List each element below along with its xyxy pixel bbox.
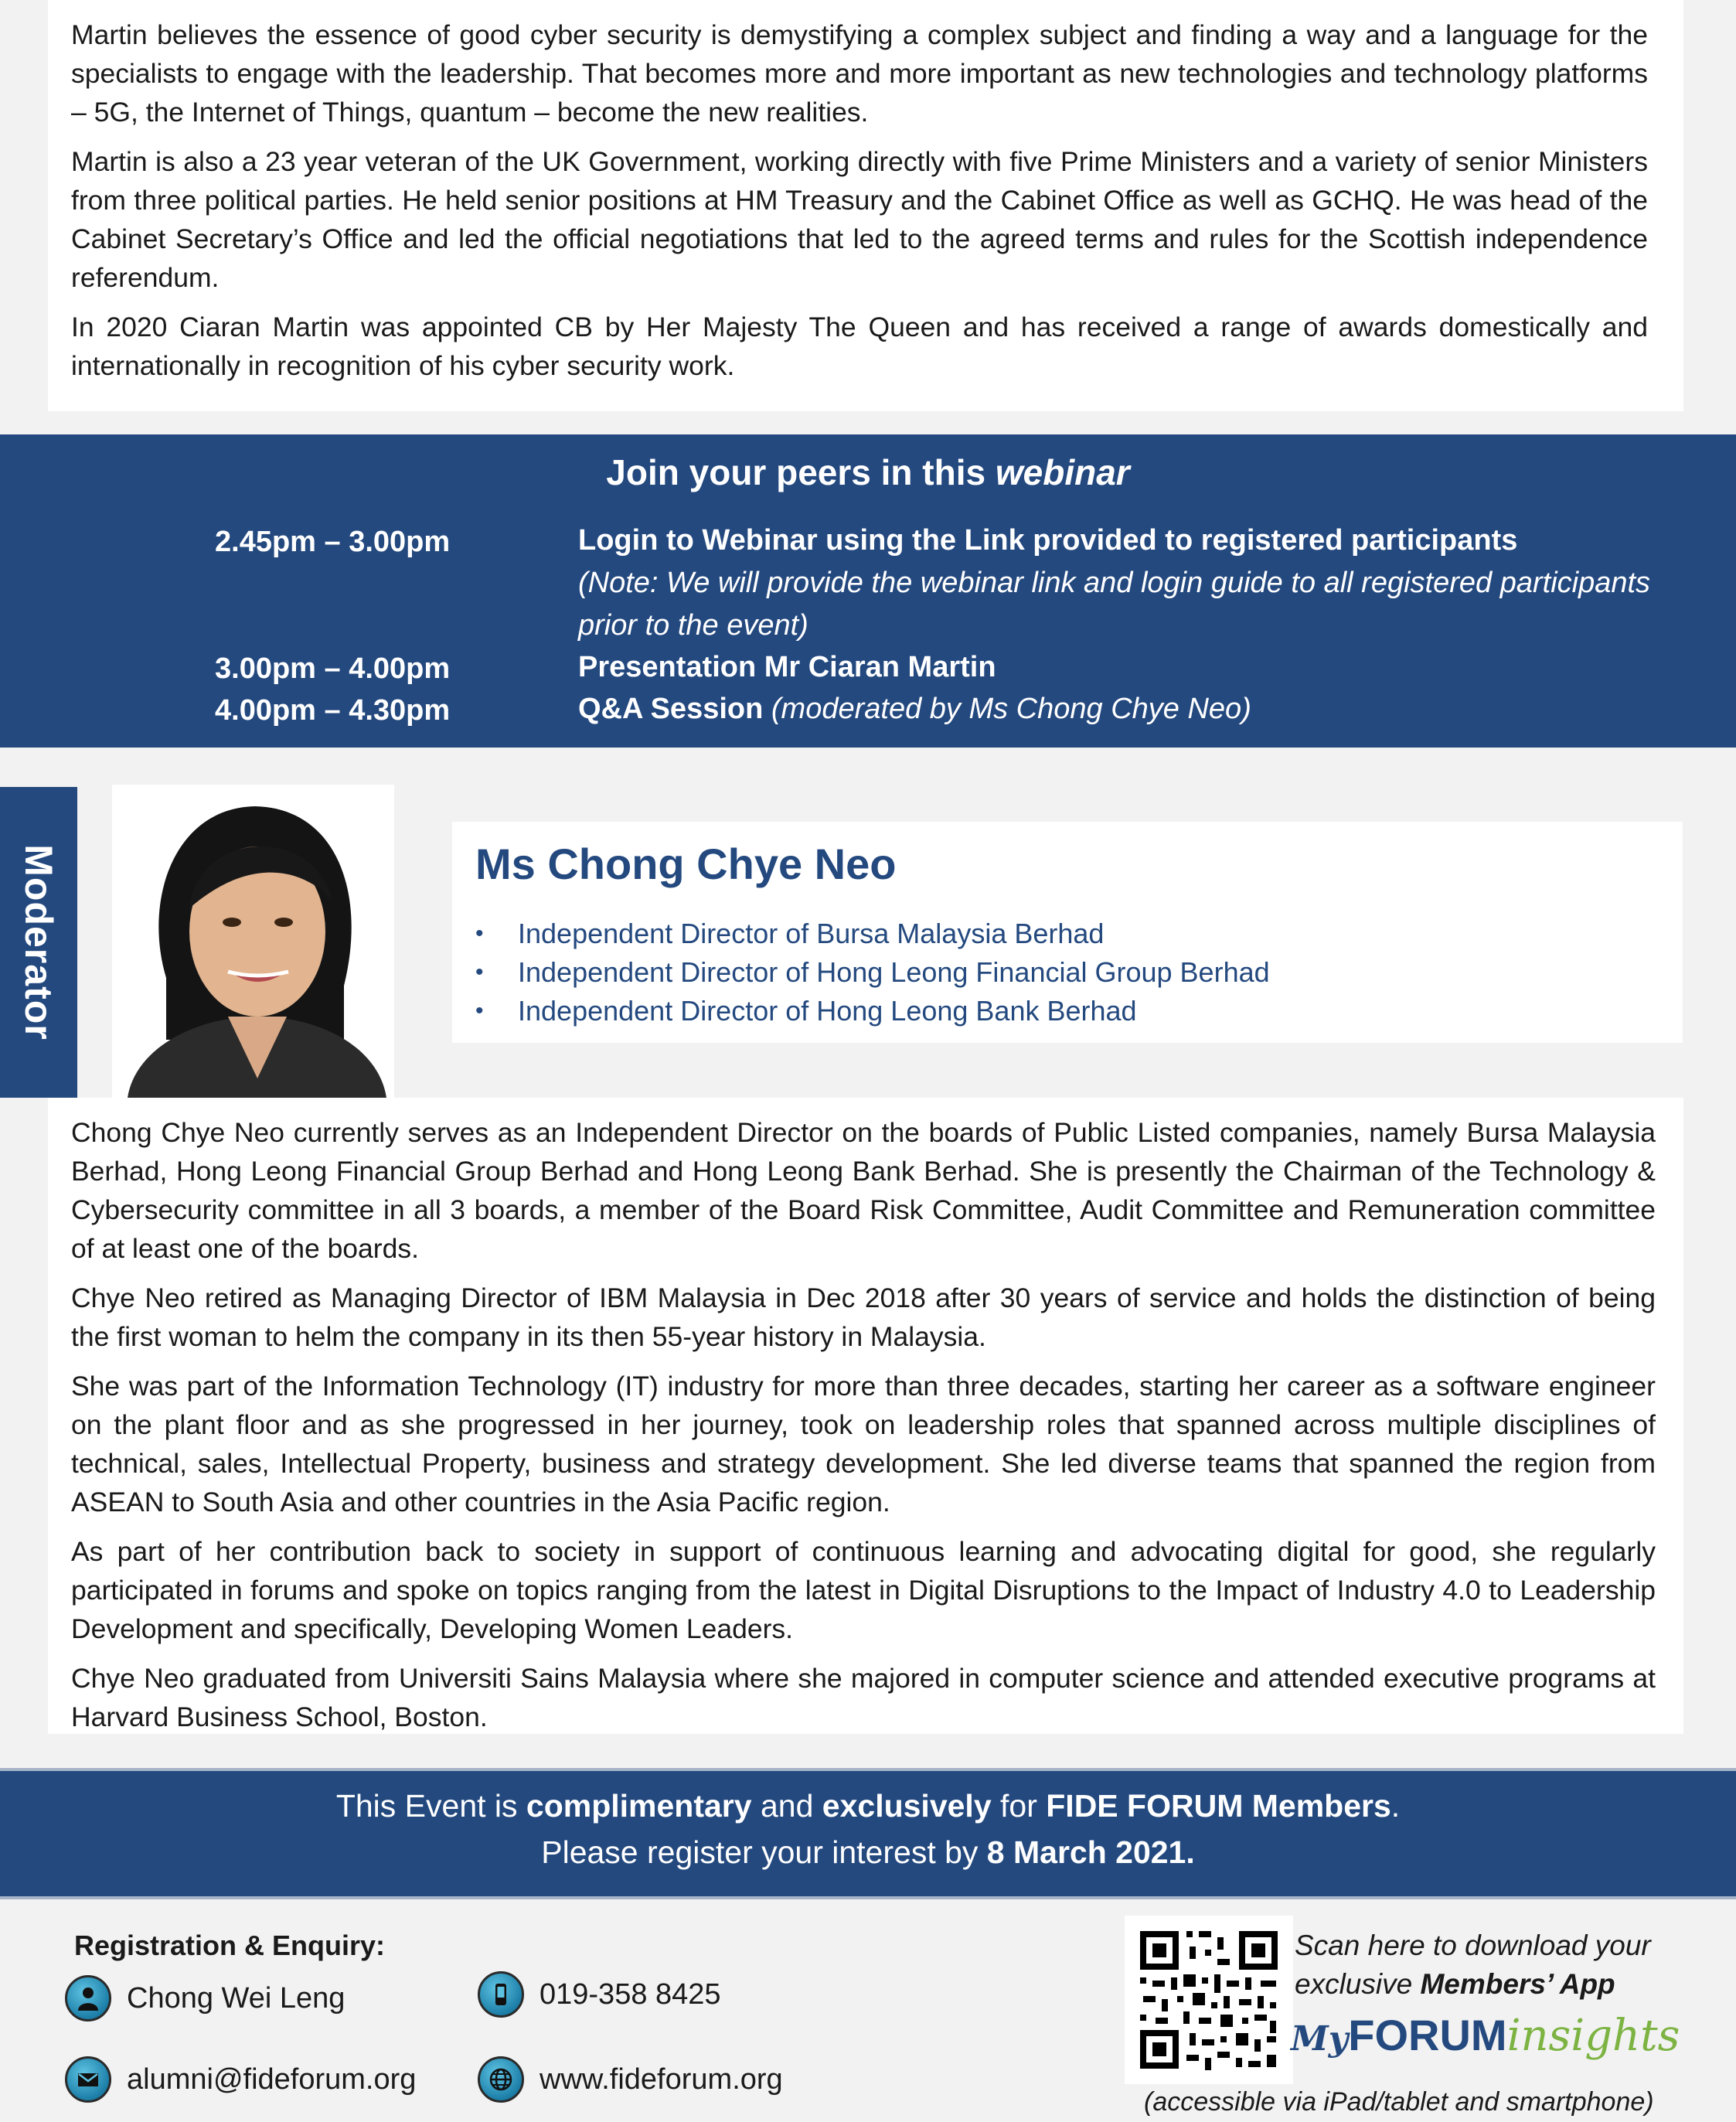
moderator-bio-paragraph: Chye Neo graduated from Universiti Sains Malaysia where she majored in computer science and attended executive programs at Harvard Business School, Boston. — [71, 1663, 1656, 1732]
logo-insights: insights — [1506, 2011, 1680, 2061]
speaker-bio-paragraph: In 2020 Ciaran Martin was appointed CB by Her Majesty The Queen and has received a range of awards domestically and internationally in recognition of his cyber security work. — [71, 312, 1648, 381]
agenda-item-title: Q&A Session — [578, 693, 764, 725]
scan-app-name: Members’ App — [1420, 1968, 1615, 2000]
moderator-name: Ms Chong Chye Neo — [475, 840, 897, 888]
logo-my: My — [1291, 2019, 1349, 2059]
moderator-bio-paragraph: As part of her contribution back to society in support of continuous learning and advocating digital for good, she regularly participated in forums and spoke on topics ranging from the latest in Digital Disruptions to the Impact of Industry 4.0 to Leadership Development and specifically, Developing Women Leaders. — [71, 1536, 1656, 1644]
moderator-bio-paragraph: Chye Neo retired as Managing Director of IBM Malaysia in Dec 2018 after 30 years of service and holds the distinction of being the first woman to helm the company in its then 55-year history in Malaysia. — [71, 1282, 1656, 1352]
banner-line-2 — [0, 1834, 1736, 1871]
accessibility-note: (accessible via iPad/tablet and smartphone) — [1144, 2087, 1654, 2117]
qr-code-icon[interactable] — [1125, 1916, 1293, 2084]
banner-text: Please register your interest by — [541, 1834, 987, 1870]
contact-phone[interactable] — [478, 1971, 721, 2018]
agenda-item — [578, 519, 1660, 647]
agenda-time: 3.00pm – 4.00pm — [215, 652, 451, 685]
moderator-photo — [112, 785, 394, 1098]
agenda-item — [578, 688, 1660, 731]
moderator-tab-label: Moderator — [17, 844, 60, 1041]
speaker-bio-paragraph: Martin is also a 23 year veteran of the UK Government, working directly with five Prime Ministers and a variety of senior Ministers from three political parties. He held senior positions at HM Treasury and the Cabinet Office as well as GCHQ. He was head of the Cabinet Secretary’s Office and led the official negotiations that led to the agreed terms and rules for the Scottish independence referendum. — [71, 146, 1648, 293]
agenda-item — [578, 646, 1660, 689]
agenda-item-title: Presentation Mr Ciaran Martin — [578, 651, 996, 683]
moderator-name-card — [452, 822, 1683, 1043]
website-link[interactable]: www.fideforum.org — [540, 2062, 783, 2096]
agenda-item-note: (Note: We will provide the webinar link and login guide to all registered participants prior to the event) — [578, 567, 1651, 642]
logo-forum: FORUM — [1348, 2011, 1507, 2059]
email-icon — [65, 2056, 111, 2103]
banner-text: for — [991, 1788, 1047, 1824]
contact-email[interactable] — [65, 2056, 416, 2103]
scan-line-2: exclusive — [1295, 1968, 1421, 2000]
agenda-section — [0, 434, 1736, 748]
moderator-role: • Independent Director of Hong Leong Bank Berhad — [475, 992, 1270, 1030]
agenda-time: 4.00pm – 4.30pm — [215, 694, 451, 727]
moderator-bio-paragraph: She was part of the Information Technology (IT) industry for more than three decades, starting her career as a software engineer on the plant floor and as she progressed in her journey, took on leadership roles that spanned across multiple disciplines of technical, sales, Intellectual Property, business and strategy development. She led diverse teams that spanned the region from ASEAN to South Asia and other countries in the Asia Pacific region. — [71, 1371, 1656, 1517]
banner-text: This Event is — [335, 1788, 526, 1824]
scan-line-1: Scan here to download your — [1295, 1930, 1651, 1961]
person-icon — [65, 1975, 111, 2022]
moderator-role: • Independent Director of Hong Leong Financial Group Berhad — [475, 953, 1270, 992]
agenda-time: 2.45pm – 3.00pm — [215, 526, 451, 558]
registration-banner — [0, 1768, 1736, 1899]
banner-text: and — [751, 1788, 822, 1824]
contact-name: Chong Wei Leng — [127, 1981, 345, 2015]
phone-icon — [478, 1971, 524, 2018]
agenda-item-note: (moderated by Ms Chong Chye Neo) — [771, 693, 1251, 725]
moderator-role: • Independent Director of Bursa Malaysia Berhad — [475, 915, 1270, 953]
contact-person — [65, 1975, 345, 2022]
moderator-bio-card — [48, 1098, 1683, 1734]
speaker-bio-paragraph: Martin believes the essence of good cyber security is demystifying a complex subject and finding a way and a language for the specialists to engage with the leadership. That becomes more and more important as new technologies and technology platforms – 5G, the Internet of Things, quantum – become the new realities. — [71, 19, 1648, 128]
agenda-title-emphasis: webinar — [995, 452, 1130, 492]
banner-text: . — [1391, 1788, 1401, 1824]
agenda-item-title: Login to Webinar using the Link provided to registered participants — [578, 524, 1518, 557]
moderator-tab — [0, 787, 77, 1098]
phone-number[interactable]: 019-358 8425 — [540, 1977, 721, 2011]
banner-text-bold: exclusively — [822, 1788, 992, 1824]
banner-deadline: 8 March 2021. — [986, 1834, 1195, 1870]
agenda-title — [0, 451, 1736, 493]
moderator-roles — [475, 915, 1270, 1030]
globe-icon — [478, 2056, 524, 2103]
myforum-insights-logo — [1291, 2010, 1680, 2061]
registration-label: Registration & Enquiry: — [74, 1930, 386, 1961]
banner-text-bold: complimentary — [526, 1788, 752, 1824]
contact-website[interactable] — [478, 2056, 783, 2103]
email-link[interactable]: alumni@fideforum.org — [127, 2062, 417, 2096]
banner-text-bold: FIDE FORUM Members — [1046, 1788, 1391, 1824]
moderator-bio-paragraph: Chong Chye Neo currently serves as an Independent Director on the boards of Public Listed companies, namely Bursa Malaysia Berhad, Hong Leong Financial Group Berhad and Hong Leong Bank Berhad. She is presently the Chairman of the Technology & Cybersecurity committee in all 3 boards, a member of the Board Risk Committee, Audit Committee and Remuneration committee of at least one of the boards. — [71, 1117, 1656, 1264]
scan-instructions — [1295, 1926, 1651, 2004]
speaker-bio-card — [48, 0, 1683, 411]
agenda-title-text: Join your peers in this — [606, 452, 996, 492]
banner-line-1 — [0, 1788, 1736, 1824]
